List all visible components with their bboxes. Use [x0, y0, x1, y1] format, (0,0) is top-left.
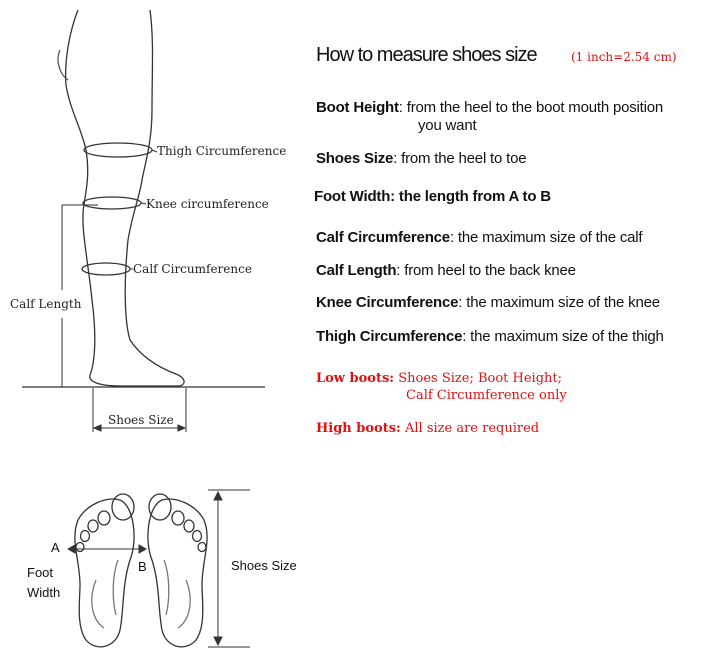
left-foot-sole [75, 494, 134, 647]
low-boots-note [316, 371, 562, 386]
definition-boot-height [316, 99, 663, 116]
point-a-label: A [51, 540, 60, 555]
definition-calf-length [316, 262, 576, 279]
definition-term: Calf Length [316, 262, 397, 279]
definition-desc: : the maximum size of the thigh [462, 328, 664, 345]
low-boots-label: Low boots: [316, 371, 395, 386]
definition-thigh-circumference [316, 328, 664, 345]
calf-band [82, 263, 130, 275]
calf-circumference-label: Calf Circumference [133, 262, 252, 276]
definition-shoes-size [316, 150, 526, 167]
definition-term: Thigh Circumference [316, 328, 463, 345]
unit-conversion-note: (1 inch=2.54 cm) [571, 50, 677, 64]
definition-boot-height-cont: you want [418, 117, 477, 134]
high-boots-label: High boots: [316, 421, 401, 436]
knee-circumference-label: Knee circumference [146, 197, 269, 211]
definition-term: Calf Circumference [316, 229, 450, 246]
calf-length-bracket [62, 205, 98, 387]
thigh-band [84, 143, 152, 157]
definition-calf-circumference [316, 229, 642, 246]
definition-desc: : the length from A to B [390, 188, 551, 205]
width-label: Width [27, 585, 61, 600]
low-boots-note-cont: Calf Circumference only [406, 388, 567, 403]
calf-length-label: Calf Length [10, 297, 82, 311]
definition-desc: : from the heel to toe [393, 150, 527, 167]
knee-band [83, 197, 141, 209]
foot-shoes-size-label: Shoes Size [231, 558, 297, 573]
right-foot-sole [148, 494, 207, 647]
definition-term: Foot Width [314, 188, 391, 205]
definition-term: Knee Circumference [316, 294, 459, 311]
high-boots-text: All size are required [404, 421, 540, 436]
point-b-label: B [138, 559, 147, 574]
high-boots-note [316, 421, 539, 436]
foot-label: Foot [27, 565, 54, 580]
definition-desc: : from heel to the back knee [396, 262, 576, 279]
definition-desc: : the maximum size of the calf [449, 229, 643, 246]
definition-desc: : the maximum size of the knee [458, 294, 660, 311]
definition-term: Shoes Size [316, 150, 394, 167]
definition-knee-circumference [316, 294, 660, 311]
page-title: How to measure shoes size [316, 44, 537, 66]
shoes-size-label: Shoes Size [108, 413, 174, 427]
definition-term: Boot Height [316, 99, 399, 116]
definition-foot-width [314, 188, 551, 205]
thigh-circumference-label: Thigh Circumference [157, 144, 287, 158]
low-boots-text: Shoes Size; Boot Height; [398, 371, 563, 386]
definition-desc: : from the heel to the boot mouth position [398, 99, 664, 116]
